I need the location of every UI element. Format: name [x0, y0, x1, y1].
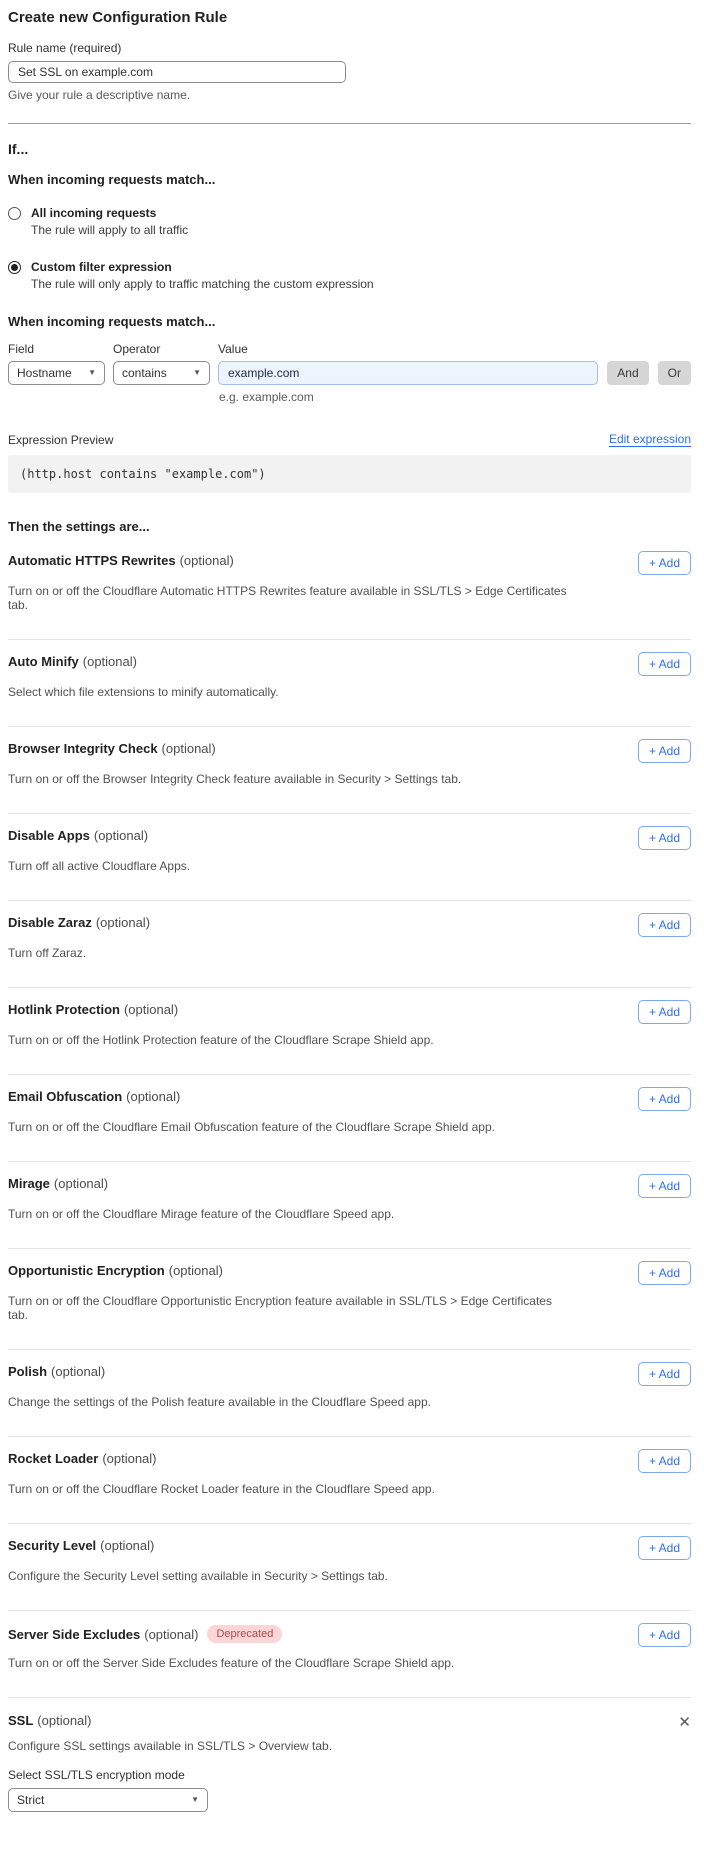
setting-optional-label: (optional): [82, 654, 137, 669]
setting-description: Turn on or off the Hotlink Protection feature of the Cloudflare Scrape Shield app.: [8, 1033, 434, 1047]
expression-builder-row: [8, 361, 691, 385]
add-button[interactable]: + Add: [638, 551, 691, 575]
chevron-down-icon: ▼: [191, 1795, 199, 1804]
radio-button-selected-icon[interactable]: [8, 261, 21, 274]
setting-row: [8, 1437, 691, 1524]
rule-name-input[interactable]: [8, 61, 346, 83]
setting-description: Turn on or off the Cloudflare Opportunistic Encryption feature available in SSL/TLS > Edge Certificates tab.: [8, 1294, 552, 1322]
expression-preview-header: [8, 432, 691, 447]
setting-name: Server Side Excludes: [8, 1626, 141, 1642]
radio-label: Custom filter expression: [31, 260, 172, 274]
radio-all-incoming-requests[interactable]: [8, 206, 691, 237]
value-input[interactable]: [218, 361, 598, 385]
setting-row: [8, 1611, 691, 1698]
setting-name: Security Level: [8, 1538, 97, 1553]
add-button[interactable]: + Add: [638, 1449, 691, 1473]
setting-optional-label: (optional): [100, 1538, 155, 1553]
then-heading: Then the settings are...: [8, 519, 150, 534]
setting-name: Mirage: [8, 1176, 50, 1191]
setting-description: Turn on or off the Server Side Excludes feature of the Cloudflare Scrape Shield app.: [8, 1656, 455, 1670]
radio-description: The rule will apply to all traffic: [31, 223, 189, 237]
add-button[interactable]: + Add: [638, 913, 691, 937]
setting-name: Automatic HTTPS Rewrites: [8, 553, 176, 568]
and-button[interactable]: And: [607, 361, 648, 385]
setting-row: [8, 1249, 691, 1350]
add-button[interactable]: + Add: [638, 652, 691, 676]
setting-description: Select which file extensions to minify automatically.: [8, 685, 279, 699]
section-divider: [8, 123, 691, 124]
setting-name: Email Obfuscation: [8, 1089, 123, 1104]
setting-optional-label: (optional): [53, 1176, 109, 1191]
chevron-down-icon: ▼: [88, 368, 96, 377]
field-label: Field: [8, 342, 35, 356]
setting-name: Browser Integrity Check: [8, 741, 158, 756]
setting-row: [8, 1162, 691, 1249]
page-title: Create new Configuration Rule: [8, 9, 228, 26]
edit-expression-link[interactable]: Edit expression: [608, 432, 691, 446]
add-button[interactable]: + Add: [638, 826, 691, 850]
match-type-radio-group: [8, 206, 691, 291]
setting-name: Hotlink Protection: [8, 1002, 120, 1017]
add-button[interactable]: + Add: [638, 1536, 691, 1560]
setting-optional-label: (optional): [126, 1089, 181, 1104]
add-button[interactable]: + Add: [638, 1261, 691, 1285]
setting-optional-label: (optional): [37, 1713, 92, 1728]
setting-description: Turn off Zaraz.: [8, 946, 87, 960]
setting-row: [8, 1524, 691, 1611]
setting-description: Turn on or off the Cloudflare Email Obfuscation feature of the Cloudflare Scrape Shield app.: [8, 1120, 495, 1134]
setting-row: [8, 901, 691, 988]
field-select[interactable]: [8, 361, 105, 385]
value-label: Value: [218, 342, 248, 356]
deprecated-badge: Deprecated: [207, 1625, 282, 1643]
builder-heading: When incoming requests match...: [8, 314, 216, 329]
expression-preview-code: (http.host contains "example.com"): [8, 455, 691, 493]
setting-optional-label: (optional): [168, 1263, 223, 1278]
chevron-down-icon: ▼: [193, 368, 201, 377]
ssl-mode-label: Select SSL/TLS encryption mode: [8, 1768, 185, 1782]
setting-optional-label: (optional): [179, 553, 234, 568]
radio-custom-filter-expression[interactable]: [8, 260, 691, 291]
or-button[interactable]: Or: [658, 361, 691, 385]
add-button[interactable]: + Add: [638, 1174, 691, 1198]
rule-name-label: Rule name (required): [8, 41, 122, 55]
setting-description: Turn on or off the Browser Integrity Check feature available in Security > Settings tab.: [8, 772, 462, 786]
field-select-value: Hostname: [17, 366, 72, 380]
setting-description: Turn off all active Cloudflare Apps.: [8, 859, 191, 873]
ssl-mode-select-value: Strict: [17, 1793, 45, 1807]
setting-row: [8, 539, 691, 640]
setting-row-ssl-expanded: [8, 1698, 691, 1812]
setting-optional-label: (optional): [123, 1002, 179, 1017]
setting-description: Configure SSL settings available in SSL/TLS > Overview tab.: [8, 1739, 333, 1753]
setting-row: [8, 640, 691, 727]
add-button[interactable]: + Add: [638, 1000, 691, 1024]
add-button[interactable]: + Add: [638, 1623, 691, 1647]
radio-label: All incoming requests: [31, 206, 157, 220]
setting-name: Disable Zaraz: [8, 915, 92, 930]
setting-name: Disable Apps: [8, 828, 90, 843]
setting-optional-label: (optional): [51, 1364, 106, 1379]
settings-list: [8, 539, 691, 1698]
add-button[interactable]: + Add: [638, 1362, 691, 1386]
add-button[interactable]: + Add: [638, 739, 691, 763]
value-hint: e.g. example.com: [219, 390, 314, 404]
setting-name: Auto Minify: [8, 654, 79, 669]
close-icon[interactable]: ✕: [678, 1714, 691, 1731]
match-heading: When incoming requests match...: [8, 172, 216, 187]
setting-row: [8, 1075, 691, 1162]
rule-name-help: Give your rule a descriptive name.: [8, 88, 191, 102]
setting-description: Turn on or off the Cloudflare Mirage feature of the Cloudflare Speed app.: [8, 1207, 395, 1221]
setting-name: Rocket Loader: [8, 1451, 99, 1466]
ssl-mode-select[interactable]: [8, 1788, 208, 1812]
operator-label: Operator: [113, 342, 161, 356]
builder-labels: [8, 342, 691, 356]
add-button[interactable]: + Add: [638, 1087, 691, 1111]
radio-button-icon[interactable]: [8, 207, 21, 220]
expression-preview-label: Expression Preview: [8, 433, 114, 447]
setting-row: [8, 1350, 691, 1437]
setting-optional-label: (optional): [144, 1626, 199, 1642]
setting-name: Polish: [8, 1364, 48, 1379]
setting-description: Change the settings of the Polish feature available in the Cloudflare Speed app.: [8, 1395, 431, 1409]
setting-optional-label: (optional): [161, 741, 216, 756]
setting-row: [8, 988, 691, 1075]
setting-description: Turn on or off the Cloudflare Automatic HTTPS Rewrites feature available in SSL/TLS > Edge Certificates tab.: [8, 584, 567, 612]
setting-optional-label: (optional): [95, 915, 151, 930]
setting-name: SSL: [8, 1713, 34, 1728]
setting-optional-label: (optional): [102, 1451, 157, 1466]
setting-name: Opportunistic Encryption: [8, 1263, 165, 1278]
setting-description: Turn on or off the Cloudflare Rocket Loader feature in the Cloudflare Speed app.: [8, 1482, 435, 1496]
operator-select-value: contains: [122, 366, 167, 380]
setting-row: [8, 727, 691, 814]
radio-description: The rule will only apply to traffic matching the custom expression: [31, 277, 374, 291]
setting-description: Configure the Security Level setting available in Security > Settings tab.: [8, 1569, 388, 1583]
operator-select[interactable]: [113, 361, 210, 385]
setting-optional-label: (optional): [93, 828, 149, 843]
setting-row: [8, 814, 691, 901]
if-heading: If...: [8, 141, 29, 157]
